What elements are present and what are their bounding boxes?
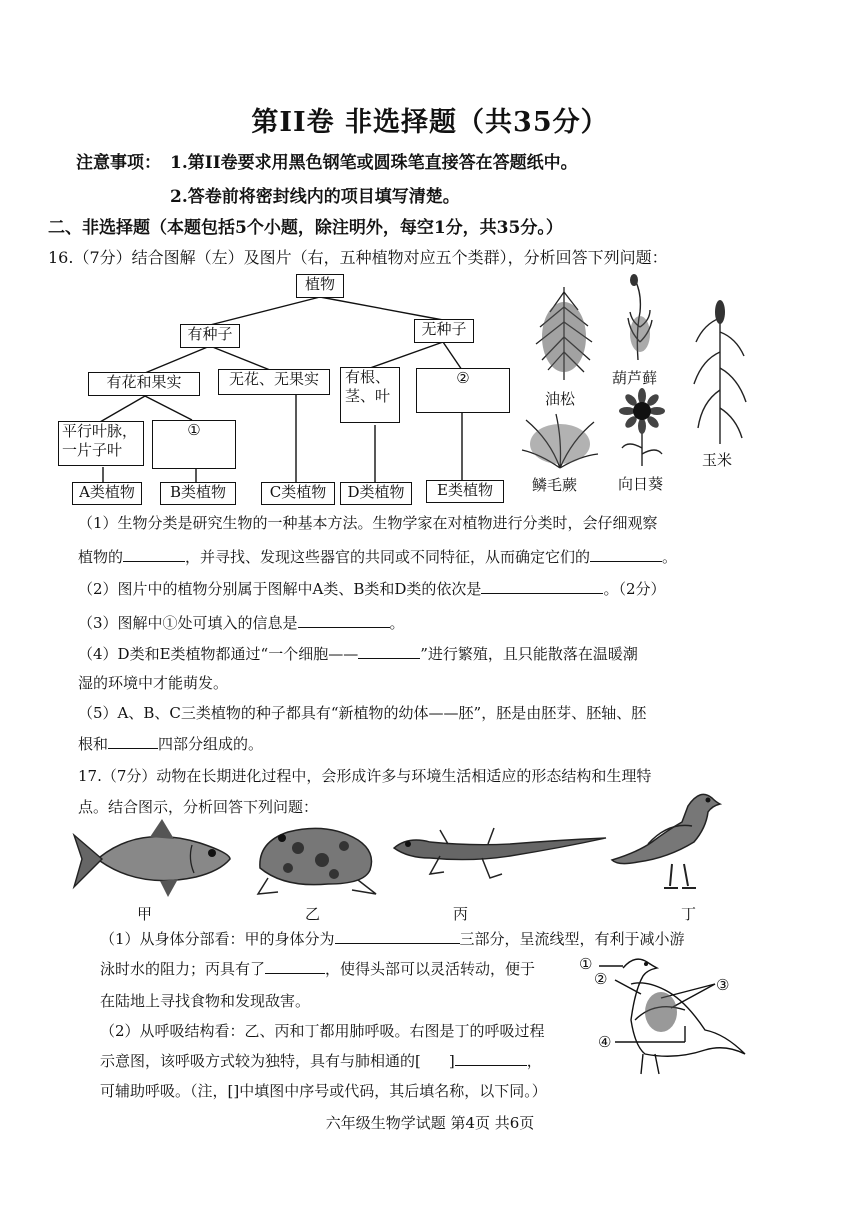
q16-sub1-blank-a[interactable] [123, 547, 185, 562]
tree-node-root-stem-leaf [340, 367, 400, 423]
q17-sub1-text-c: 泳时水的阻力；丙具有了 [100, 960, 266, 978]
q16-stem: 16.（7分）结合图解（左）及图片（右，五种植物对应五个类群），分析回答下列问题： [48, 248, 668, 267]
q17-sub2-line3: 可辅助呼吸。（注，[]中填图中序号或代码，其后填名称，以下同。） [100, 1082, 547, 1100]
page-footer: 六年级生物学试题 第4页 共6页 [325, 1114, 535, 1132]
category-a: A类植物 [72, 482, 142, 505]
q16-sub5-line2 [78, 733, 263, 754]
q16-sub3-blank[interactable] [298, 613, 390, 628]
q16-sub5-text-b: 四部分组成的。 [158, 735, 264, 753]
tree-node-blank-1: ① [152, 420, 236, 469]
q16-sub1-line1: （1）生物分类是研究生物的一种基本方法。生物学家在对植物进行分类时，会仔细观察 [78, 514, 658, 532]
plant-label-yousong: 油松 [545, 390, 576, 408]
parallel-line1: 平行叶脉， [62, 422, 138, 440]
fish-image [70, 815, 235, 900]
bird-label-4: ④ [598, 1033, 612, 1051]
tree-node-seed: 有种子 [180, 324, 240, 348]
q16-sub4-text-a: （4）D类和E类植物都通过“一个细胞—— [78, 645, 359, 663]
corn-image [690, 298, 750, 446]
plant-label-corn: 玉米 [702, 451, 733, 469]
q16-sub5-text-a: 根和 [78, 735, 109, 753]
tree-node-flower-fruit: 有花和果实 [88, 372, 200, 396]
sunflower-image [612, 388, 672, 468]
q16-sub4-line2: 湿的环境中才能萌发。 [78, 674, 229, 692]
q16-sub2-text: （2）图片中的植物分别属于图解中A类、B类和D类的依次是 [78, 580, 482, 598]
pine-image [530, 282, 600, 382]
notice-1: 1.第II卷要求用黑色钢笔或圆珠笔直接答在答题纸中。 [170, 153, 578, 173]
fern-image [520, 410, 600, 470]
q17-sub1-line1 [100, 928, 685, 949]
q16-sub4 [78, 643, 638, 664]
q17-sub2-text-a: 示意图，该呼吸方式较为独特，具有与肺相通的[ [100, 1052, 421, 1070]
q16-sub1-blank-b[interactable] [590, 547, 662, 562]
tree-node-blank-2: ② [416, 368, 510, 413]
q17-sub1-text-b: 三部分，呈流线型，有利于减小游 [459, 930, 685, 948]
plant-label-fern: 鳞毛蕨 [532, 476, 578, 494]
q16-sub2 [78, 578, 665, 599]
q17-sub1-blank-b[interactable] [265, 959, 325, 974]
category-b: B类植物 [160, 482, 236, 505]
moss-image [620, 272, 660, 362]
q16-sub2-score: 。（2分） [603, 580, 666, 598]
q16-sub1-line2 [78, 546, 677, 567]
q16-sub5-blank[interactable] [108, 734, 158, 749]
q17-stem-line1: 17.（7分）动物在长期进化过程中，会形成许多与环境生活相适应的形态结构和生理特 [78, 767, 652, 785]
animal-label-ding: 丁 [681, 905, 697, 923]
notice-label: 注意事项： [76, 153, 161, 173]
q17-sub1-text-a: （1）从身体分部看：甲的身体分为 [100, 930, 335, 948]
q17-sub2-line2 [100, 1050, 542, 1071]
tree-node-plants: 植物 [296, 274, 344, 298]
lizard-image [390, 822, 610, 884]
section-heading: 二、非选择题（本题包括5个小题，除注明外，每空1分，共35分。） [48, 218, 563, 238]
q16-sub3 [78, 612, 405, 633]
q17-sub2-comma: ， [526, 1052, 542, 1070]
q16-sub5-line1: （5）A、B、C三类植物的种子都具有“新植物的幼体——胚”，胚是由胚芽、胚轴、胚 [78, 704, 647, 722]
section-title: 第II卷 非选择题（共35分） [251, 107, 609, 138]
q16-sub3-text: （3）图解中①处可填入的信息是 [78, 614, 298, 632]
q16-sub1-text-c: 。 [662, 548, 678, 566]
parallel-line2: 一片子叶 [62, 440, 123, 459]
pigeon-image [608, 782, 723, 897]
q17-stem-line2: 点。结合图示，分析回答下列问题： [78, 798, 319, 816]
plant-label-hulu: 葫芦藓 [612, 369, 658, 387]
animal-label-jia: 甲 [137, 905, 153, 923]
category-c: C类植物 [261, 482, 335, 505]
animal-label-yi: 乙 [305, 905, 321, 923]
category-e: E类植物 [426, 480, 504, 503]
q17-sub1-line2 [100, 958, 535, 979]
tree-node-parallel-veins [58, 421, 144, 466]
tree-node-no-seed: 无种子 [414, 319, 474, 343]
q17-sub1-blank-a[interactable] [335, 929, 460, 944]
root-stem-leaf-line2: 茎、叶 [345, 386, 391, 405]
q16-sub1-text-b: ，并寻找、发现这些器官的共同或不同特征，从而确定它们的 [185, 548, 591, 566]
bird-label-3: ③ [716, 976, 730, 994]
notice-2: 2.答卷前将密封线内的项目填写清楚。 [170, 187, 460, 207]
q17-sub1-line3: 在陆地上寻找食物和发现敌害。 [100, 992, 311, 1010]
tree-node-no-flower: 无花、无果实 [218, 369, 330, 395]
q16-sub1-text-a: 植物的 [78, 548, 124, 566]
q16-sub3-end: 。 [389, 614, 405, 632]
plant-label-sunflower: 向日葵 [618, 475, 664, 493]
q17-sub1-text-d: ，使得头部可以灵活转动，便于 [325, 960, 536, 978]
frog-image [248, 818, 383, 898]
root-stem-leaf-line1: 有根、 [345, 368, 391, 386]
animal-label-bing: 丙 [453, 905, 469, 923]
bird-label-2: ② [594, 970, 608, 988]
q17-sub2-bracket-close: ] [448, 1052, 455, 1070]
q16-sub4-text-b: ”进行繁殖，且只能散落在温暖潮 [420, 645, 638, 663]
bird-label-1: ① [579, 955, 593, 973]
q16-sub2-blank[interactable] [481, 579, 603, 594]
q17-sub2-line1: （2）从呼吸结构看：乙、丙和丁都用肺呼吸。右图是丁的呼吸过程 [100, 1022, 545, 1040]
q16-sub4-blank[interactable] [358, 644, 420, 659]
q17-sub2-blank[interactable] [455, 1051, 527, 1066]
category-d: D类植物 [340, 482, 412, 505]
